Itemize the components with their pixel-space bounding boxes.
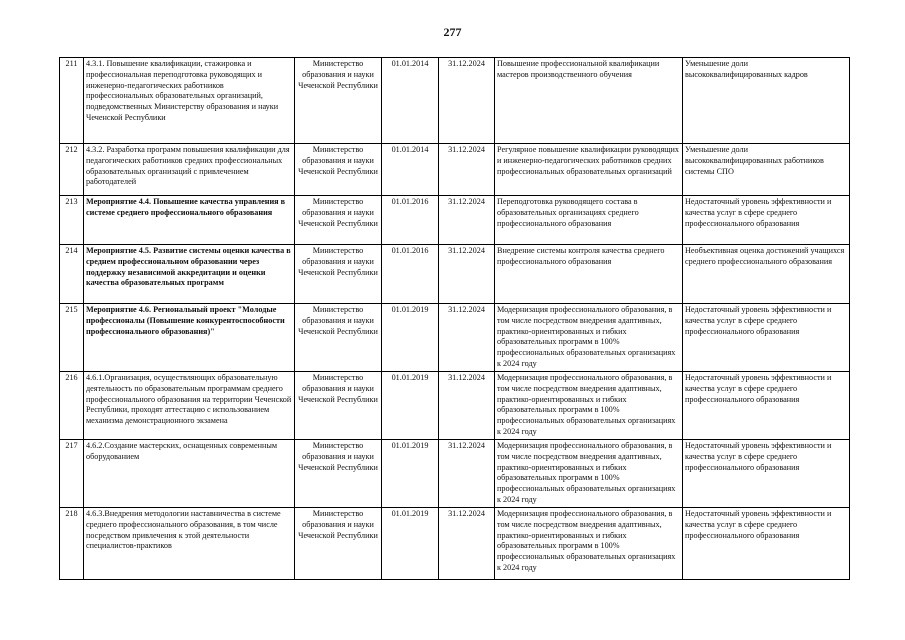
measure-name-cell: 4.3.1. Повышение квалификации, стажировка и профессиональная переподготовка руководящих и инженерно-педагогических работников профессиональных образовательных организаций, подведомственных Министерству образования и науки Чеченской Республики xyxy=(84,58,295,144)
end-date-cell: 31.12.2024 xyxy=(439,58,495,144)
consequence-cell: Недостаточный уровень эффективности и качества услуг в сфере среднего профессионального образования xyxy=(683,304,850,372)
start-date-cell: 01.01.2019 xyxy=(382,507,439,579)
program-measures-table xyxy=(59,57,850,580)
expected-result-cell: Модернизация профессионального образования, в том числе посредством внедрения адаптивных, практико-ориентированных и гибких образовательных программ в 100% профессиональных образовательных организациях к 2024 году xyxy=(495,304,683,372)
table-row xyxy=(60,245,850,304)
row-number-cell: 216 xyxy=(60,371,84,439)
consequence-cell: Уменьшение доли высококвалифицированных работников системы СПО xyxy=(683,144,850,196)
table-row xyxy=(60,439,850,507)
responsible-org-cell: Министерство образования и науки Чеченской Республики xyxy=(295,58,382,144)
measure-name-cell: 4.6.2.Создание мастерских, оснащенных современным оборудованием xyxy=(84,439,295,507)
responsible-org-cell: Министерство образования и науки Чеченской Республики xyxy=(295,144,382,196)
row-number-cell: 214 xyxy=(60,245,84,304)
consequence-cell: Недостаточный уровень эффективности и качества услуг в сфере среднего профессионального образования xyxy=(683,439,850,507)
consequence-cell: Недостаточный уровень эффективности и качества услуг в сфере среднего профессионального образования xyxy=(683,507,850,579)
start-date-cell: 01.01.2019 xyxy=(382,304,439,372)
responsible-org-cell: Министерство образования и науки Чеченской Республики xyxy=(295,245,382,304)
table-row xyxy=(60,371,850,439)
row-number-cell: 218 xyxy=(60,507,84,579)
end-date-cell: 31.12.2024 xyxy=(439,144,495,196)
end-date-cell: 31.12.2024 xyxy=(439,371,495,439)
table-row xyxy=(60,304,850,372)
table-row xyxy=(60,507,850,579)
measure-name-cell: 4.3.2. Разработка программ повышения квалификации для педагогических работников средних профессиональных образовательных организаций с привлечением работодателей xyxy=(84,144,295,196)
expected-result-cell: Модернизация профессионального образования, в том числе посредством внедрения адаптивных, практико-ориентированных и гибких образовательных программ в 100% профессиональных образовательных организациях к 2024 году xyxy=(495,371,683,439)
end-date-cell: 31.12.2024 xyxy=(439,304,495,372)
measure-name-cell: Мероприятие 4.6. Региональный проект "Молодые профессионалы (Повышение конкурентоспособности профессионального образования)" xyxy=(84,304,295,372)
end-date-cell: 31.12.2024 xyxy=(439,245,495,304)
end-date-cell: 31.12.2024 xyxy=(439,439,495,507)
expected-result-cell: Повышение профессиональной квалификации мастеров производственного обучения xyxy=(495,58,683,144)
expected-result-cell: Переподготовка руководящего состава в образовательных организациях среднего профессионального образования xyxy=(495,196,683,245)
responsible-org-cell: Министерство образования и науки Чеченской Республики xyxy=(295,507,382,579)
start-date-cell: 01.01.2019 xyxy=(382,439,439,507)
start-date-cell: 01.01.2014 xyxy=(382,144,439,196)
start-date-cell: 01.01.2014 xyxy=(382,58,439,144)
end-date-cell: 31.12.2024 xyxy=(439,507,495,579)
expected-result-cell: Внедрение системы контроля качества среднего профессионального образования xyxy=(495,245,683,304)
row-number-cell: 213 xyxy=(60,196,84,245)
responsible-org-cell: Министерство образования и науки Чеченской Республики xyxy=(295,371,382,439)
measure-name-cell: Мероприятие 4.5. Развитие системы оценки качества в среднем профессиональном образовании через поддержку независимой аккредитации и оценки качества образовательных программ xyxy=(84,245,295,304)
row-number-cell: 217 xyxy=(60,439,84,507)
start-date-cell: 01.01.2016 xyxy=(382,196,439,245)
row-number-cell: 212 xyxy=(60,144,84,196)
consequence-cell: Недостаточный уровень эффективности и качества услуг в сфере среднего профессионального образования xyxy=(683,196,850,245)
consequence-cell: Недостаточный уровень эффективности и качества услуг в сфере среднего профессионального образования xyxy=(683,371,850,439)
responsible-org-cell: Министерство образования и науки Чеченской Республики xyxy=(295,304,382,372)
table-body xyxy=(60,57,850,579)
table-row xyxy=(60,58,850,144)
consequence-cell: Необъективная оценка достижений учащихся среднего профессионального образования xyxy=(683,245,850,304)
expected-result-cell: Модернизация профессионального образования, в том числе посредством внедрения адаптивных, практико-ориентированных и гибких образовательных программ в 100% профессиональных образовательных организациях к 2024 году xyxy=(495,507,683,579)
start-date-cell: 01.01.2016 xyxy=(382,245,439,304)
end-date-cell: 31.12.2024 xyxy=(439,196,495,245)
responsible-org-cell: Министерство образования и науки Чеченской Республики xyxy=(295,196,382,245)
row-number-cell: 211 xyxy=(60,58,84,144)
table-row xyxy=(60,144,850,196)
consequence-cell: Уменьшение доли высококвалифицированных кадров xyxy=(683,58,850,144)
row-number-cell: 215 xyxy=(60,304,84,372)
table-row xyxy=(60,196,850,245)
responsible-org-cell: Министерство образования и науки Чеченской Республики xyxy=(295,439,382,507)
measure-name-cell: 4.6.3.Внедрения методологии наставничества в системе среднего профессионального образования, в том числе посредством привлечения к этой деятельности специалистов-практиков xyxy=(84,507,295,579)
start-date-cell: 01.01.2019 xyxy=(382,371,439,439)
expected-result-cell: Регулярное повышение квалификации руководящих и инженерно-педагогических работников средних профессиональных образовательных организаций xyxy=(495,144,683,196)
expected-result-cell: Модернизация профессионального образования, в том числе посредством внедрения адаптивных, практико-ориентированных и гибких образовательных программ в 100% профессиональных образовательных организациях к 2024 году xyxy=(495,439,683,507)
measure-name-cell: 4.6.1.Организация, осуществляющих образовательную деятельность по образовательным программам среднего профессионального образования на территории Чеченской Республики, проходят аттестацию с использованием механизма демонстрационного экзамена xyxy=(84,371,295,439)
page-number: 277 xyxy=(443,25,462,39)
measure-name-cell: Мероприятие 4.4. Повышение качества управления в системе среднего профессионального образования xyxy=(84,196,295,245)
